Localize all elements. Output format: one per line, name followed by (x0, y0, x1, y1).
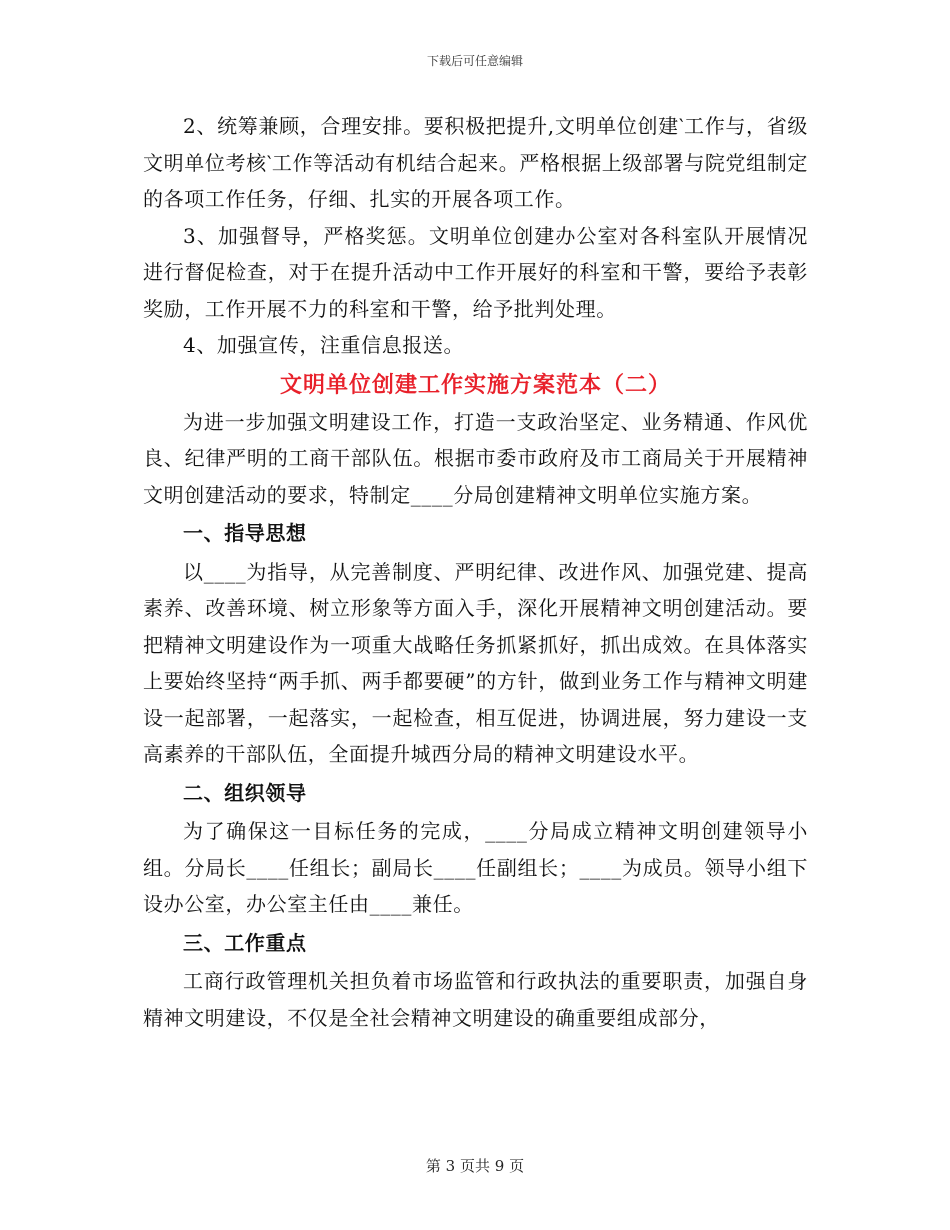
paragraph-coordination: 2、统筹兼顾，合理安排。要积极把提升,文明单位创建‵工作与，省级文明单位考核‵工作等活动有机结合起来。严格根据上级部署与院党组制定的各项工作任务，仔细、扎实的开展各项工作。 (143, 114, 808, 211)
section-body-work-focus: 工商行政管理机关担负着市场监管和行政执法的重要职责，加强自身精神文明建设，不仅是全社会精神文明建设的确重要组成部分， (143, 969, 808, 1030)
section-body-guiding-thought: 以____为指导，从完善制度、严明纪律、改进作风、加强党建、提高素养、改善环境、树立形象等方面入手，深化开展精神文明创建活动。要把精神文明建设作为一项重大战略任务抓紧抓好，抓出成效。在具体落实上要始终坚持“两手抓、两手都要硬”的方针，做到业务工作与精神文明建设一起部署，一起落实，一起检查，相互促进，协调进展，努力建设一支高素养的干部队伍，全面提升城西分局的精神文明建设水平。 (143, 559, 808, 766)
paragraph-publicity: 4、加强宣传，注重信息报送。 (183, 333, 465, 357)
page-number-footer: 第 3 页共 9 页 (425, 1157, 525, 1175)
section-body-organization: 为了确保这一目标任务的完成，____分局成立精神文明创建领导小组。分局长____任组长；副局长____任副组长；____为成员。领导小组下设办公室，办公室主任由____兼任。 (143, 819, 808, 916)
document-title: 文明单位创建工作实施方案范本（二） (279, 371, 671, 398)
paragraph-intro: 为进一步加强文明建设工作，打造一支政治坚定、业务精通、作风优良、纪律严明的工商干部队伍。根据市委市政府及市工商局关于开展精神文明创建活动的要求，特制定____分局创建精神文明单位实施方案。 (143, 409, 808, 507)
document-body (143, 108, 808, 1036)
paragraph-supervision: 3、加强督导，严格奖惩。文明单位创建办公室对各科室队开展情况进行督促检查，对于在提升活动中工作开展好的科室和干警，要给予表彰奖励，工作开展不力的科室和干警，给予批判处理。 (143, 223, 808, 321)
section-heading-guiding-thought: 一、指导思想 (183, 521, 307, 545)
section-heading-organization: 二、组织领导 (183, 780, 307, 805)
section-heading-work-focus: 三、工作重点 (183, 930, 307, 955)
page-header: 下载后可任意编辑 (426, 54, 523, 68)
